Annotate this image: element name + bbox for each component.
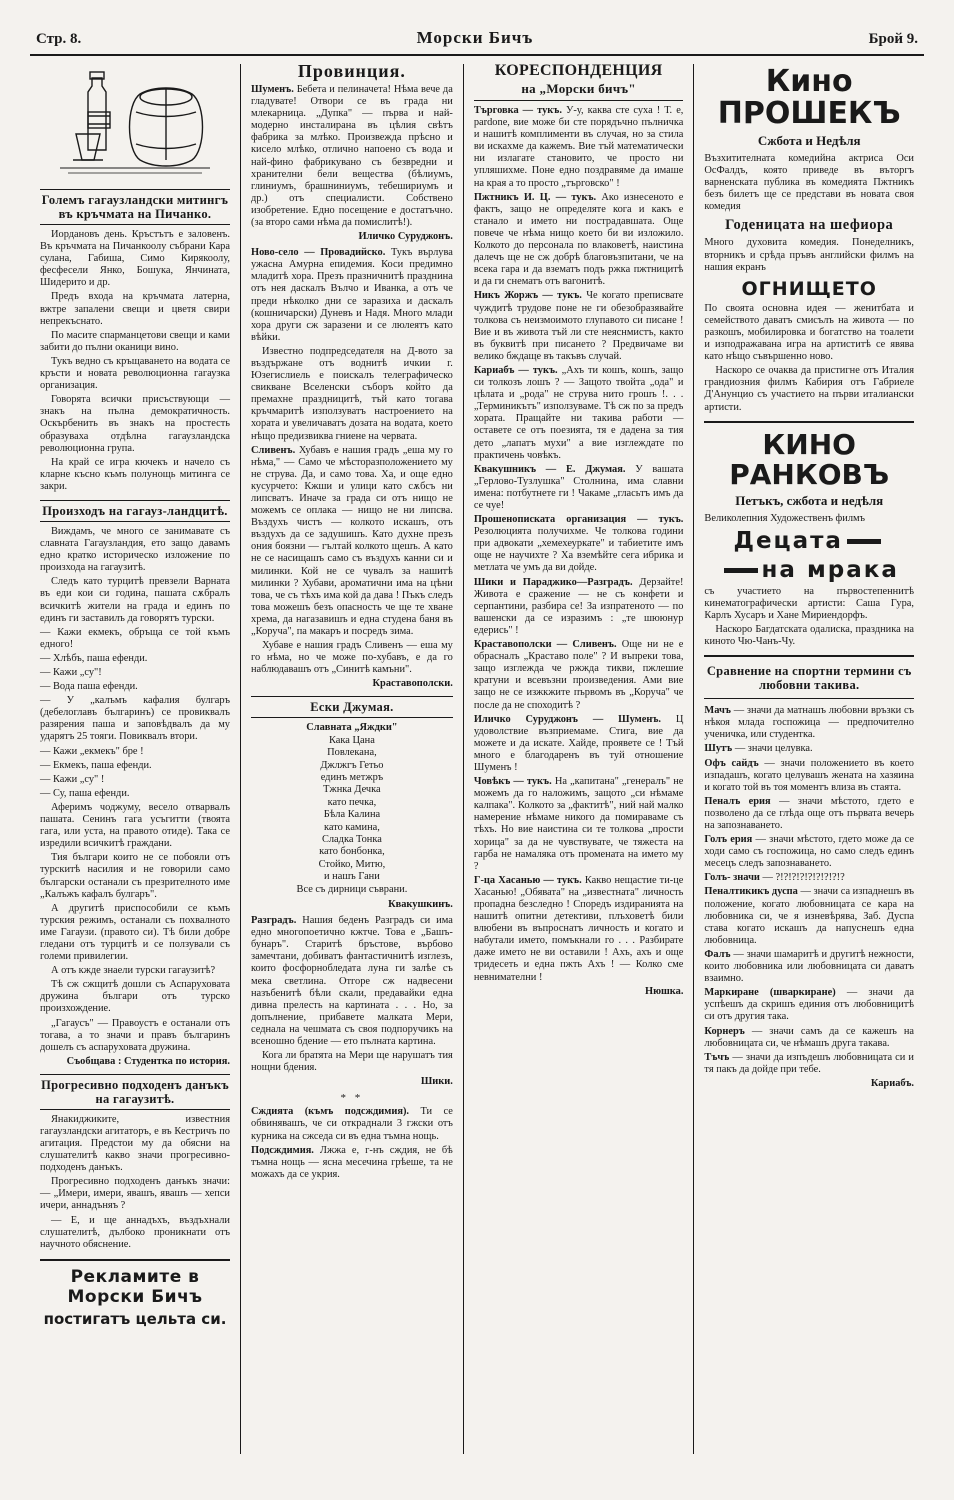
glossary-term: Тъчъ [704, 1051, 730, 1063]
verse-line: Сладка Тонка [321, 834, 382, 846]
correspondence-item [474, 192, 684, 289]
item-text: Още ни не е обрасналъ „Краставо поле" ? И въпреки това, защо изглежда че ржжда тикви, пжлешие кратуни и всевъзни произведения. Ами вие защо не се изжкжите първомъ въ „Коруча" че после да не споходитѣ ? [473, 639, 684, 711]
province-item-razgrad [251, 915, 453, 1048]
correspondence-item [474, 514, 684, 574]
headline-gagauz-origin: Произходъ на гагауз-ландцитѣ. [40, 500, 230, 522]
paragraph: — Кажи „су"! [40, 667, 102, 678]
ad-title: КИНО РАНКОВЪ [729, 427, 890, 491]
glossary-term: Пеналтикикъ дуспа [704, 886, 798, 898]
article-signature: Съобщава : Студентка по история. [66, 1055, 230, 1067]
item-text: Бебета и пелиначета! Нѣма вече да гладувате! Отвори се въ града ни млекарница. „Дупка" — първа и най-модерно инсталирана въ цѣлия свѣтъ фабрика за млѣко. Произвежда прѣсно и кисело млѣко, отлично напоено съ вода и най-фино фабрикувано съ безвредни и хранителни бели вещества (бѣлиумъ, глиниумъ, брашниниумъ, тебешириумъ и др.) отъ специалисти. Собствено изобретение. Едно посещение е достатъчно. (за второ сами нѣма да помислитѣ!). [251, 84, 453, 229]
ad-text: Великолепния Художественъ филмъ [704, 512, 865, 524]
correspondence-item [474, 365, 684, 462]
verse-signature: Квакушкинъ. [388, 899, 453, 911]
paragraph: — Су, паша ефенди. [40, 787, 130, 799]
decorative-bar [847, 539, 881, 544]
glossary-entry [704, 834, 914, 870]
paragraph: — Хлѣбъ, паша ефенди. [40, 652, 148, 664]
promo-line-1: Рекламите в Морски Бичъ [67, 1266, 203, 1307]
bottle-and-barrel-illustration [40, 64, 230, 182]
glossary-def: — значи са изпаднешъ въ положение, когато любовницата се кара на любовника си, че я изневѣрява, Заб. Дуспа става когато искашъ да напуснешъ една любовница. [704, 886, 914, 946]
item-text: Какво нещастие ти-це Хасанью! „Обявата" на „известната" личность пропадна безследно ! Споредъ издиранията на нашитѣ опитни детективи, плъховетѣ били влюбени въ въпроснатъ личность и когато и набутали името, помъкнали го . . . Разбирате даже името не ви оставили ! Ахъ, ахъ и още тридесеть и една пжть Ахъ ! — Колко сме невнимателни ! [473, 874, 684, 983]
province-item-novoselo [251, 247, 453, 344]
glossary-def: — значи самъ да се кажешъ на любовницата си, че нѣмашъ друга такава. [704, 1025, 914, 1049]
column-2 [240, 61, 463, 1454]
glossary-entry [704, 1026, 914, 1050]
glossary-entry [704, 758, 914, 794]
headline-progressive-tax: Прогресивно подходенъ данъкъ на гагаузитѣ. [40, 1074, 230, 1110]
ad-kino-proshek[interactable] [704, 66, 914, 414]
ad-text: Много духовита комедия. Понеделникъ, вторникъ и срѣда пръвъ английски филмъ на нашия екранъ [704, 237, 914, 273]
province-item-shumen [251, 84, 453, 229]
verse-line: Кака Цана [329, 734, 375, 746]
city-name: Ново-село — Провадийско. [251, 247, 386, 259]
paragraph: Кога ли братята на Мери ще нарушатъ тия нощни бдения. [251, 1050, 453, 1074]
glossary-def: — значи положението въ което изпадашъ, когато целувашъ жената на хазяина и когато той въ тоя моментъ влиза въ стаята. [704, 757, 914, 793]
speaker-label: Подсждимия. [251, 1144, 314, 1156]
page-number-left: Стр. 8. [36, 31, 82, 47]
verse-line: като бонбонка, [319, 846, 385, 858]
verse-block [251, 722, 453, 896]
column-3 [463, 64, 694, 1454]
glossary-def: — значи шамаритѣ и другитѣ нежности, които любовника или любовницата си даватъ взаимно. [704, 948, 914, 985]
item-text: У-у, каква сте суха ! Т. е, pardone, вие може би сте порядъчно пълничка и нашитѣ комплименти въ случая, но за стила ви искахме да кажемъ. Вие тъй математически ни излагате становито, че просто ни упляшихме. Поне едно поздравяме да имаше на края а то просто „търговско" ! [473, 105, 684, 189]
item-text: Тукъ върлува ужасна Амурна епидемия. Коси предимно младитѣ хора. Презъ празничнитѣ празднина отъ нея даскалъ Вълчо и Иванка, а отъ че преди нѣколко дни се заразиха и даскалъ (кошничарски) Дуневъ и Надя. Много млади хора други сж заразени и се люлеятъ като вѣйки. [251, 247, 453, 343]
joke-defendant [251, 1145, 453, 1181]
item-text: У вашата „Герлово-Тузлушка" Столнина, има славни имена: потбутнете ги ! Чакаме „гласьтъ имъ да се чуе! [473, 463, 684, 511]
glossary-term: Голъ- значи [704, 872, 760, 884]
paragraph: Известно подпредседателя на Д-вото за въздържане отъ воднитѣ ичкии г. Юзегислиель е поискалъ телеграфическо свикване Вселенски съборъ който да премахне праздницитѣ, тъй като тогава кръчмаритѣ използуватъ настроението на хората и увеличаватъ дозата на водата, което нѣщо предизвиква гниене на червата. [251, 345, 453, 442]
section-heading-correspondence: КОРЕСПОНДЕНЦИЯ [494, 62, 663, 79]
province-item-sliven [251, 445, 453, 639]
item-text: Лжжа е, г-нъ сждия, не бѣ тъмна нощь — ясна месечина грѣеше, та не можахъ да се укрия. [251, 1144, 453, 1180]
joke-judge [251, 1106, 453, 1142]
verse-line: Стойко, Митю, [318, 858, 386, 870]
verse-line: единъ метжръ [320, 772, 384, 784]
film-title-text: Децата [733, 527, 843, 554]
headline-gagauz-meeting: Големъ гагаузландски митингъ въ кръчмата на Пичанко. [40, 189, 230, 225]
glossary-def: — значи мѣстото, гдето може да се ходи само съ госпожица, но само следъ единъ месецъ следъ запознаването. [704, 834, 914, 870]
paragraph: — Кажи екмекъ, обръща се той къмъ едного! [40, 626, 230, 650]
issue-number-right: Брой 9. [868, 31, 918, 47]
glossary-term: Фалъ [704, 948, 731, 960]
paragraph: Хубаве е нашия градъ Сливенъ — еша му го нѣма, но че може по-хубавъ, е да го наблюдавашъ отъ „Синитѣ камъни". [251, 640, 453, 676]
item-text: Резолюцията получихме. Че толкова години при адвокати „хемехеуркате" и табиетите имъ още не научихте ? Ха вземѣйте сега ибрика и метлата че умъ да ви дойде. [473, 526, 684, 574]
paragraph: По масите спарманцетови свещи и ками забити до пълни оканици вино. [40, 329, 230, 353]
correspondent-name: Прошенописката организация — тукъ. [473, 514, 684, 526]
glossary-def: — значи да изпъдешъ любовницата си и тя пакъ да дойде при тебе. [704, 1051, 914, 1075]
verse-line: като камина, [324, 821, 380, 833]
column-1 [30, 64, 240, 1454]
glossary-entry [704, 705, 914, 741]
correspondent-name: Пжтникъ И. Ц. — тукъ. [473, 191, 597, 203]
correspondent-name: Иличко Суруджонъ — Шуменъ. [473, 713, 661, 725]
paragraph: — Кажи „су" ! [40, 773, 105, 785]
newspaper-title: Морски Бичъ [416, 28, 534, 47]
paragraph: — Вода паша ефенди. [40, 681, 138, 693]
correspondence-item [474, 875, 684, 984]
ad-kino-rankov[interactable] [704, 427, 914, 649]
item-text: „Ахъ ти кошъ, кошъ, защо си толкозъ лошъ ? — Защото твойта „ода" и цѣлата и „рода" не струва нито грошъ !. . . „Терминикътъ" използуваме. Тѣ сж по за предъ хората. Пращайте ни такива работи — оставете се отъ поезията, тя е дадена за тия дето „лапатъ мухи" а вие изглеждате по практичень човѣкъ. [473, 364, 684, 461]
correspondence-item [474, 105, 684, 190]
correspondent-name: Шики и Параджико—Разградъ. [473, 576, 633, 588]
item-text: Хубавъ е нашия градъ „еша му го нѣма," — Само че мѣсторазположението му не струва. Да, и само това. Ха, и още едно кусурчето: Кжши и улици като сѫбсъ ни липсватъ. Иначе за града си отъ нищо не можемъ се оплака — нищо не ни липсва. Въздухъ чистъ — колкото искашъ, отъ въздухъ да се задушишъ. Като духне презъ ония боязни — гълтай колкото щешъ. А като не се насищашъ само съ въздухъ канни си и милинки. Кой не се чувалъ за нашитѣ милинки ? Хубави, ароматични има на цѣни това, че съ тѣхъ има кой да дава ! Пъкъ следъ това можешъ безъ опасность че ще те хване хрема, да нагазавишъ и една студена баня въ „Коруча", па макаръ и посредъ зима. [251, 444, 453, 638]
city-name: Сливенъ. [251, 444, 296, 456]
item-text: Нашия беденъ Разградъ си има едно многопоетично кжтче. Това е „Башъ-бунаръ". Старитѣ бръстове, върбово замечтани, добиватъ фантастичнитѣ изглезъ, които фосфорнобледата луна ги залѣе съ мека светлина. Отгоре сж надвесени назъбенитѣ бѣли скали, предавайки една дивна прелесть на картината . . . Но, за допълнение, прибавете малката Мери, седнала на чешмата съ своя подпоручикъ на всеношно бдение — ето пълната картина. [251, 915, 453, 1048]
verse-title: Славната „Яждки" [306, 722, 398, 734]
section-subheading-correspondence: на „Морски бичъ" [474, 82, 684, 101]
correspondent-name: Никъ Жоржъ — тукъ. [473, 290, 582, 302]
correspondent-name: Човѣкъ — тукъ. [473, 776, 552, 788]
paragraph: Тия българи които не се побояли отъ турскитѣ насилия и не говорили само български останали съ презрителното име „Калъжъ кафалъ булгаръ". [40, 852, 230, 900]
city-name: Разградъ. [251, 915, 297, 927]
masthead [30, 28, 924, 54]
glossary-divider [704, 655, 914, 657]
item-signature: Краставополски. [372, 678, 453, 690]
ad-showdays: Петъкъ, сжбота и недѣля [735, 492, 884, 508]
city-name: Шуменъ. [251, 84, 294, 95]
paragraph: — Кажи „екмекъ" бре ! [40, 745, 144, 757]
paragraph: Иордановъ день. Кръстътъ е заловенъ. Въ кръчмата на Пичанкоолу събрани Кара сулана, Габиша, Симо Кирякоолу, фесфесели Янко, Бошука, Янчината, Шидерито и др. [40, 229, 230, 289]
glossary-entry [704, 872, 914, 884]
ad-text: По своята основна идея — женитбата и семейството даватъ смисълъ на живота — по разкошъ, мобилировка и богатство на тоалети и изподражавана игра на артиститѣ се явява като нѣщо съвършенно ново. [704, 302, 914, 363]
item-text: Ако изнесеното е фактъ, защо не определяте кога и какъ е станало и името ни пострадавшата. Още повече че нѣма нищо което би ви изложило. Колкото до персонала по влаковетѣ, наистина далечъ ще не сж добрѣ благовъзпитани, че на всека гара и да взематъ подъ ржка пжтницитѣ и да ги снематъ отъ вагонитѣ. [473, 191, 684, 288]
correspondence-item [474, 577, 684, 637]
glossary-entry [704, 987, 914, 1023]
glossary-entry [704, 1052, 914, 1076]
ad-divider [704, 421, 914, 423]
item-text: На „капитана" „генералъ" не можемъ да го наложимъ, защото „си нѣмаме калпака". Колкото за „фактитѣ", ний най малко намерение нѣмаме никого да помираваме съ тѣхъ. Но вие наистина си те толкова „прости хорица" за да не чувствувате, че тяжеста на гарба не намаляка отъ промената на името му ? [473, 776, 684, 872]
paragraph: Говорята всички присъствующи — знакъ на пълна демократичность. Оскърбенить въ знакъ на простесть образуваха отдѣлна гагаузландска революционна група. [40, 394, 230, 454]
headline-sports-love-glossary: Сравнение на спортни термини съ любовни такива. [706, 664, 912, 693]
correspondence-signature: Нюшка. [645, 985, 684, 997]
speaker-label: Сждията (къмъ подсждимия). [251, 1106, 410, 1118]
correspondence-item [474, 714, 684, 774]
glossary-entry [704, 886, 914, 946]
paragraph: А отъ кжде знаели турски гагаузитѣ? [51, 965, 216, 977]
ad-showdays: Сжбота и Недѣля [757, 133, 861, 148]
correspondent-name: Кариабъ — тукъ. [473, 364, 558, 376]
ad-title: Кино ПРОШЕКЪ [717, 64, 901, 131]
film-title-text: на мрака [761, 556, 899, 583]
glossary-rule [704, 698, 914, 699]
correspondent-name: Квакушникъ — Е. Джумая. [473, 463, 626, 475]
paragraph: „Гагаусъ" — Правоустъ е останали отъ тогава, а то значи и правъ българинъ дошелъ съ аспаруховата дружина. [40, 1017, 230, 1053]
glossary-entry [704, 949, 914, 985]
verse-line: Повлекана, [327, 747, 377, 759]
correspondence-item [474, 776, 684, 873]
glossary-entry [704, 796, 914, 832]
verse-line: Тжнка Дечка [323, 784, 381, 796]
glossary-def: — значи да матнашъ любовни връзки съ нѣкоя млада госпожица — предпочително ученичка, или студентка. [704, 705, 914, 741]
paragraph: Тукъ ведно съ кръщаването на водата се кръсти и новата революционна гагаузка организация. [40, 355, 230, 392]
house-ad-promo [40, 1259, 230, 1328]
masthead-rule [30, 54, 924, 56]
glossary-def: — ?!?!?!?!?!?!?!?!? [762, 872, 845, 884]
verse-line: Бѣла Калина [323, 809, 381, 821]
glossary-term: Маркиране (шваркиране) [704, 987, 836, 999]
correspondent-name: Краставополски — Сливенъ. [473, 639, 617, 651]
glossary-term: Мачъ [704, 705, 731, 717]
correspondent-name: Търговка — тукъ. [473, 105, 562, 116]
columns-container [30, 61, 924, 1454]
correspondent-name: Г-ца Хасанью — тукъ. [473, 874, 582, 886]
ad-film-title-line-1 [704, 528, 914, 554]
paragraph: А другитѣ приспособили се къмъ турския режимъ, останали съ похвалното име Гагаузи. (правото си). Тѣ били добре гледани отъ турцитѣ и се ползували съ големи привилегии. [40, 902, 230, 963]
paragraph: — У „калъмъ кафалия булгаръ (дебелоглавъ българинъ) се провиквалъ разярения паша и заповѣдвалъ да му ударятъ 25 тояги. Повиквалъ втори. [40, 695, 230, 743]
glossary-entry [704, 743, 914, 755]
ad-film-title-line-2 [704, 557, 914, 583]
ad-text: Наскоро Багдатската одалиска, праздника на киното Чю-Чанъ-Чу. [704, 623, 914, 648]
ad-text: съ участието на първостепеннитѣ кинематографически артисти: Саша Гура, Карлъ Хусаръ и Хане Мириендорфъ. [704, 585, 914, 621]
paragraph: Аферимъ чоджуму, весело отварвалъ пашата. Сенинъ гага усъгитти (твоята гага, или уста, на правото отиде). Така се изредили всичкитѣ граждани. [40, 801, 230, 850]
item-text: Дерзайте! Живота е сражение — не съ конфети и серпантини, разбира се! За изпратеното — по вашенски да се изразимъ : „те шююнур едерись" ! [473, 576, 684, 636]
ad-text: Наскоро се очаква да пристигне отъ Италия грандиозния филмъ Кабирия отъ Габриеле Д'Анунцио съ участието на първи италиански артисти. [704, 365, 914, 413]
item-text: Че когато преписвате чуждитѣ трудове поне не ги обезобразявайте толкова съ неизмоимото глупавото си писане ! Вие и въ живота тъй ли сте неяснмистъ, както въ буквитѣ при писането ? Предвичаме ви велико бждаще въ такъвъ случай. [473, 290, 684, 362]
verse-line: Все съ дирници съврани. [296, 883, 408, 895]
glossary-def: — значи целувка. [734, 743, 813, 755]
verse-line: като печка, [327, 796, 377, 808]
item-signature: Шики. [420, 1076, 453, 1088]
correspondence-item [474, 464, 684, 512]
ad-text: Възхитителната комедийна актриса Оси ОсФалдъ, която приведе въ въторгъ варненската публика въ комедията Пжтникъ безъ билетъ ще се представи въ новата своя комедия [704, 153, 914, 213]
paragraph: Предъ входа на кръчмата латерна, вжтре запалени свещи и цветя свири непрекъснато. [40, 291, 230, 327]
glossary-term: Пеналъ ерия [704, 795, 771, 807]
glossary-def: — значи мѣстото, гдето е позволено да се глѣда още отъ първата вечерь на запознаването. [704, 795, 914, 831]
glossary-signature: Кариабъ. [870, 1077, 914, 1089]
section-heading-province: Провинция. [297, 61, 406, 81]
column-4 [693, 64, 924, 1454]
promo-line-2: постигатъ цельта си. [43, 1309, 227, 1328]
decorative-bar [724, 568, 758, 573]
ornament-separator: * * [340, 1092, 364, 1105]
paragraph: Тѣ сж сжщитѣ дошли съ Аспаруховата дружина българи отъ турско произхождение. [40, 979, 230, 1015]
paragraph: Следъ като турцитѣ превзели Варната въ еди кои си година, пашата сѫбралъ всичкитѣ жители на града и единъ по единъ ги заставилъ да говорятъ турски. [40, 576, 230, 624]
correspondence-item [474, 639, 684, 712]
headline-eski-dzhumaya: Ески Джумая. [251, 696, 453, 718]
item-text: Ц удоволствие възприемаме. Стига, вие да можете и да искате. Хайде, проявете се ! Тъй много е благодаренъ въ туй отношение Шуменъ ! [473, 713, 684, 773]
paragraph: — Е, и ще аннадъхъ, въздъхнали слушателитѣ, дълбоко проникнати отъ научното обяснение. [40, 1214, 230, 1250]
correspondence-item [474, 290, 684, 363]
paragraph: Виждамъ, че много се занимавате съ славната Гагаузландия, ето защо давамъ едно кратко историческо изложение по произхода на гагаузитѣ. [40, 525, 230, 574]
glossary-term: Голъ ерия [704, 834, 753, 846]
ad-film-title: Годеницата на шефиора [725, 217, 894, 234]
paragraph: Янакиджиките, известния гагаузландски агитаторъ, е въ Кестричъ по агитация. Предстои му да обясни на слушателитѣ какво значи прогресивно-подходенъ данъкъ. [40, 1113, 230, 1174]
verse-line: Джлжгъ Гетьо [320, 759, 384, 771]
glossary-term: Корнеръ [704, 1025, 745, 1037]
paragraph: На край се игра кючекъ и начело съ кларне късно къмъ полунощь митинга се закри. [40, 456, 230, 492]
glossary-term: Офъ сайдъ [704, 757, 759, 769]
item-text: Ти се обвинявашъ, че си откраднали 3 гжски отъ курника на сжседа си въ една тъмна нощь. [251, 1106, 453, 1142]
glossary-def: — значи да успѣешъ да скришъ единия отъ любовницитѣ си отъ другия така. [704, 987, 914, 1023]
glossary-term: Шутъ [704, 743, 733, 755]
item-signature: Иличко Суруджонъ. [358, 231, 453, 243]
paragraph: — Екмекъ, паша ефенди. [40, 759, 152, 771]
verse-line: и нашъ Гани [324, 871, 380, 883]
ad-film-title: ОГНИЩЕТО [741, 277, 877, 300]
paragraph: Прогресивно подходенъ данъкъ значи: — „Имери, имери, явашъ, явашъ — хепси ичери, аннадъняъ ? [40, 1176, 230, 1212]
